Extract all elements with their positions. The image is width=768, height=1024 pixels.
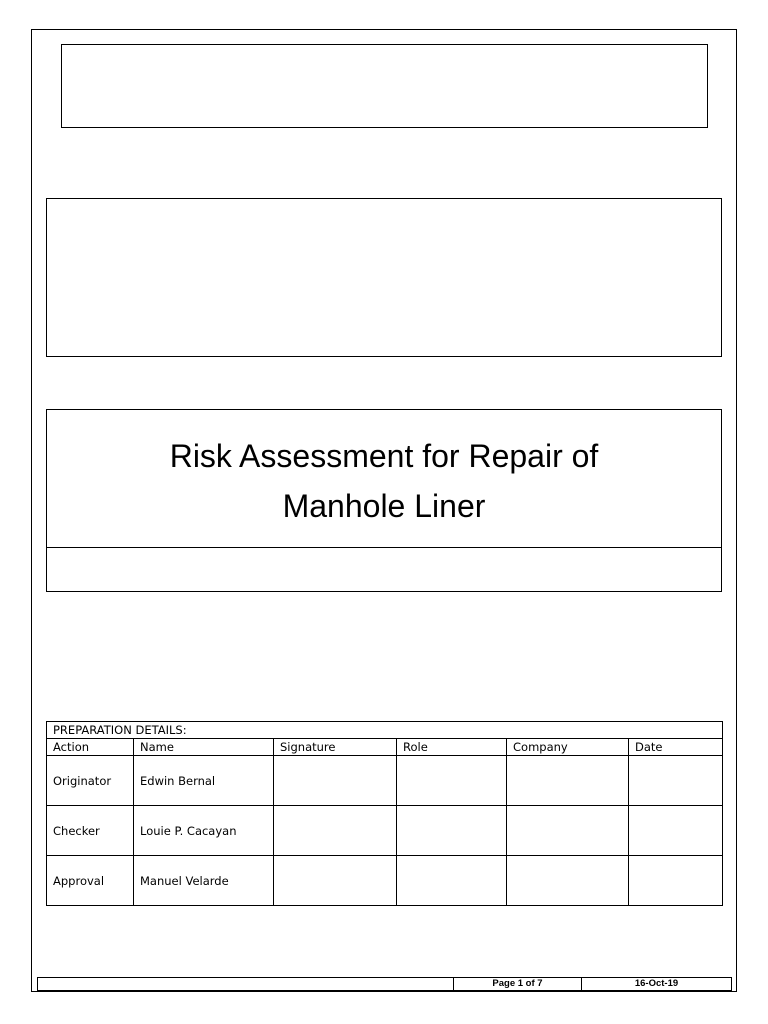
cell-signature bbox=[274, 856, 397, 906]
column-header-date: Date bbox=[629, 739, 723, 756]
document-title: Risk Assessment for Repair of Manhole Liner bbox=[169, 437, 599, 524]
title-subfield bbox=[47, 547, 721, 591]
cell-role bbox=[397, 756, 507, 806]
table-row-checker bbox=[47, 806, 723, 856]
cell-date bbox=[629, 856, 723, 906]
logo-box bbox=[61, 44, 708, 128]
cell-company bbox=[507, 756, 629, 806]
column-header-role: Role bbox=[397, 739, 507, 756]
preparation-details-table bbox=[46, 721, 723, 906]
page-footer bbox=[37, 977, 732, 991]
column-header-action: Action bbox=[47, 739, 134, 756]
page-number: Page 1 of 7 bbox=[454, 978, 582, 990]
cell-action: Originator bbox=[47, 756, 134, 806]
title-box bbox=[46, 409, 722, 592]
cell-date bbox=[629, 756, 723, 806]
cell-date bbox=[629, 806, 723, 856]
table-row-originator bbox=[47, 756, 723, 806]
table-header-row bbox=[47, 739, 723, 756]
footer-date: 16-Oct-19 bbox=[634, 978, 679, 989]
cell-action: Checker bbox=[47, 806, 134, 856]
title-area bbox=[47, 410, 721, 548]
column-header-signature: Signature bbox=[274, 739, 397, 756]
cell-name: Manuel Velarde bbox=[134, 856, 274, 906]
cell-signature bbox=[274, 806, 397, 856]
cell-name: Louie P. Cacayan bbox=[134, 806, 274, 856]
column-header-name: Name bbox=[134, 739, 274, 756]
column-header-company: Company bbox=[507, 739, 629, 756]
cell-company bbox=[507, 856, 629, 906]
footer-blank-cell bbox=[38, 978, 454, 990]
cell-role bbox=[397, 856, 507, 906]
cell-signature bbox=[274, 756, 397, 806]
section-label: PREPARATION DETAILS: bbox=[47, 722, 723, 739]
table-row-approval bbox=[47, 856, 723, 906]
cell-action: Approval bbox=[47, 856, 134, 906]
client-info-box bbox=[46, 198, 722, 357]
cell-name: Edwin Bernal bbox=[134, 756, 274, 806]
cell-company bbox=[507, 806, 629, 856]
cell-role bbox=[397, 806, 507, 856]
